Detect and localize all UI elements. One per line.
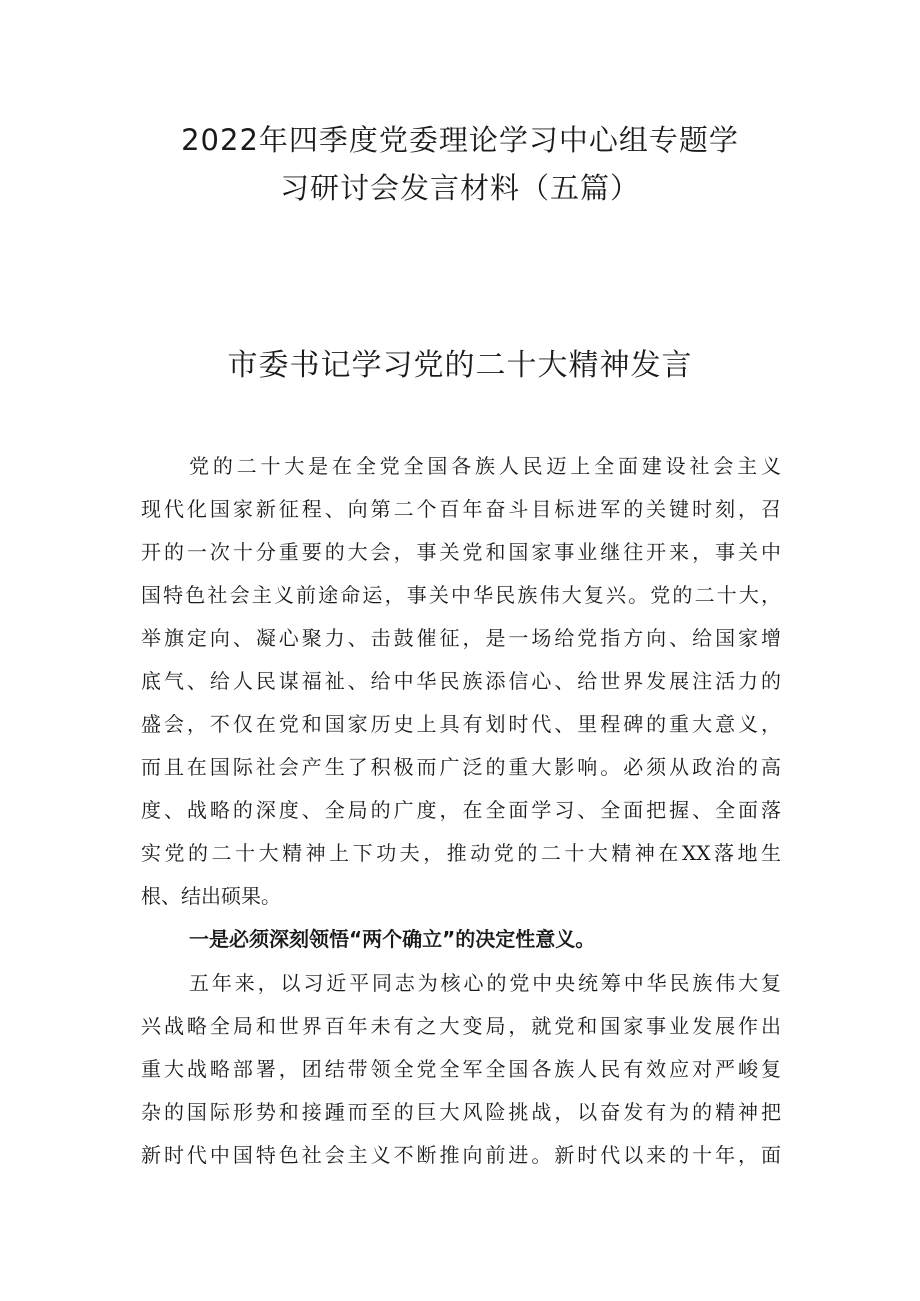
paragraph-2-line: 兴战略全局和世界百年未有之大变局，就党和国家事业发展作出 — [141, 1014, 781, 1038]
paragraph-1-line: 底气、给人民谋福祉、给中华民族添信心、给世界发展注活力的 — [141, 669, 781, 693]
paragraph-2-line: 新时代中国特色社会主义不断推向前进。新时代以来的十年，面 — [141, 1143, 781, 1167]
paragraph-1-line: 根、结出硕果。 — [141, 884, 281, 908]
paragraph-1-line: 实党的二十大精神上下功夫，推动党的二十大精神在XX落地生 — [141, 841, 781, 865]
paragraph-1-line: 国特色社会主义前途命运，事关中华民族伟大复兴。党的二十大， — [141, 583, 781, 607]
paragraph-1-line: 现代化国家新征程、向第二个百年奋斗目标进军的关键时刻，召 — [141, 497, 781, 521]
section-heading-1: 一是必须深刻领悟“两个确立”的决定性意义。 — [189, 927, 596, 951]
paragraph-1-line: 而且在国际社会产生了积极而广泛的重大影响。必须从政治的高 — [141, 755, 781, 779]
document-title-line-1: 2022年四季度党委理论学习中心组专题学 — [181, 123, 739, 157]
document-title-line-2: 习研讨会发言材料（五篇） — [279, 171, 640, 205]
paragraph-1-line: 盛会，不仅在党和国家历史上具有划时代、里程碑的重大意义， — [141, 712, 781, 736]
paragraph-2-line: 五年来，以习近平同志为核心的党中央统筹中华民族伟大复 — [189, 971, 781, 995]
paragraph-1-line: 党的二十大是在全党全国各族人民迈上全面建设社会主义 — [189, 454, 781, 478]
paragraph-2-line: 杂的国际形势和接踵而至的巨大风险挑战，以奋发有为的精神把 — [141, 1100, 781, 1124]
paragraph-1-line: 度、战略的深度、全局的广度，在全面学习、全面把握、全面落 — [141, 798, 781, 822]
paragraph-1-line: 开的一次十分重要的大会，事关党和国家事业继往开来，事关中 — [141, 540, 781, 564]
paragraph-2-line: 重大战略部署，团结带领全党全军全国各族人民有效应对严峻复 — [141, 1057, 781, 1081]
section-title: 市委书记学习党的二十大精神发言 — [227, 348, 693, 383]
paragraph-1-line: 举旗定向、凝心聚力、击鼓催征，是一场给党指方向、给国家增 — [141, 626, 781, 650]
